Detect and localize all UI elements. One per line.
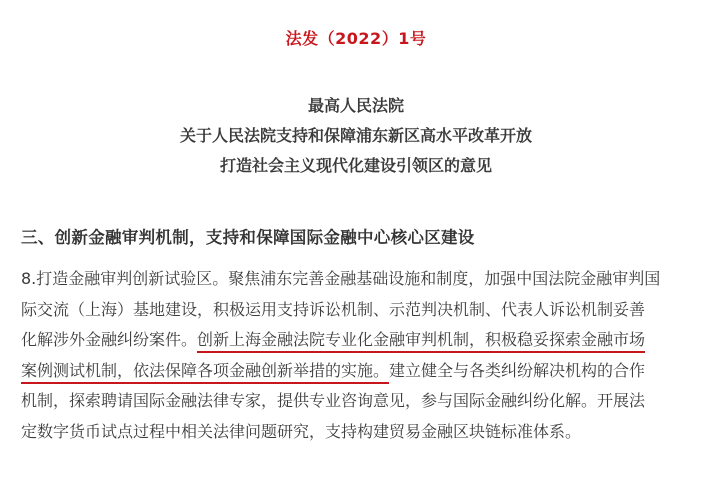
document-title-line-1: 关于人民法院支持和保障浦东新区高水平改革开放 — [179, 126, 532, 145]
issuer-title: 最高人民法院 — [307, 96, 404, 115]
paragraph-line: 际交流（上海）基地建设，积极运用支持诉讼机制、示范判决机制、代表人诉讼机制妥善 — [21, 299, 646, 319]
highlighted-text: 创新上海金融法院专业化金融审判机制，积极稳妥探索金融市场 — [197, 330, 645, 353]
highlighted-text: 案例测试机制，依法保障各项金融创新举措的实施。 — [21, 361, 389, 384]
paragraph-text: 化解涉外金融纠纷案件。 — [21, 330, 198, 349]
article-paragraph — [21, 264, 701, 447]
paragraph-line: 8.打造金融审判创新试验区。聚焦浦东完善金融基础设施和制度，加强中国法院金融审判国 — [21, 269, 661, 288]
document-title-line-2: 打造社会主义现代化建设引领区的意见 — [219, 156, 492, 175]
document-header — [0, 91, 712, 181]
paragraph-line — [21, 356, 701, 387]
paragraph-line — [21, 325, 701, 356]
section-heading: 三、创新金融审判机制，支持和保障国际金融中心核心区建设 — [21, 228, 475, 247]
paragraph-line: 机制，探索聘请国际金融法律专家，提供专业咨询意见，参与国际金融纠纷化解。开展法 — [21, 391, 646, 410]
document-number: 法发（2022）1号 — [285, 29, 427, 48]
paragraph-text: 建立健全与各类纠纷解决机构的合作 — [389, 360, 646, 380]
paragraph-line: 定数字货币试点过程中相关法律问题研究，支持构建贸易金融区块链标准体系。 — [21, 421, 582, 441]
